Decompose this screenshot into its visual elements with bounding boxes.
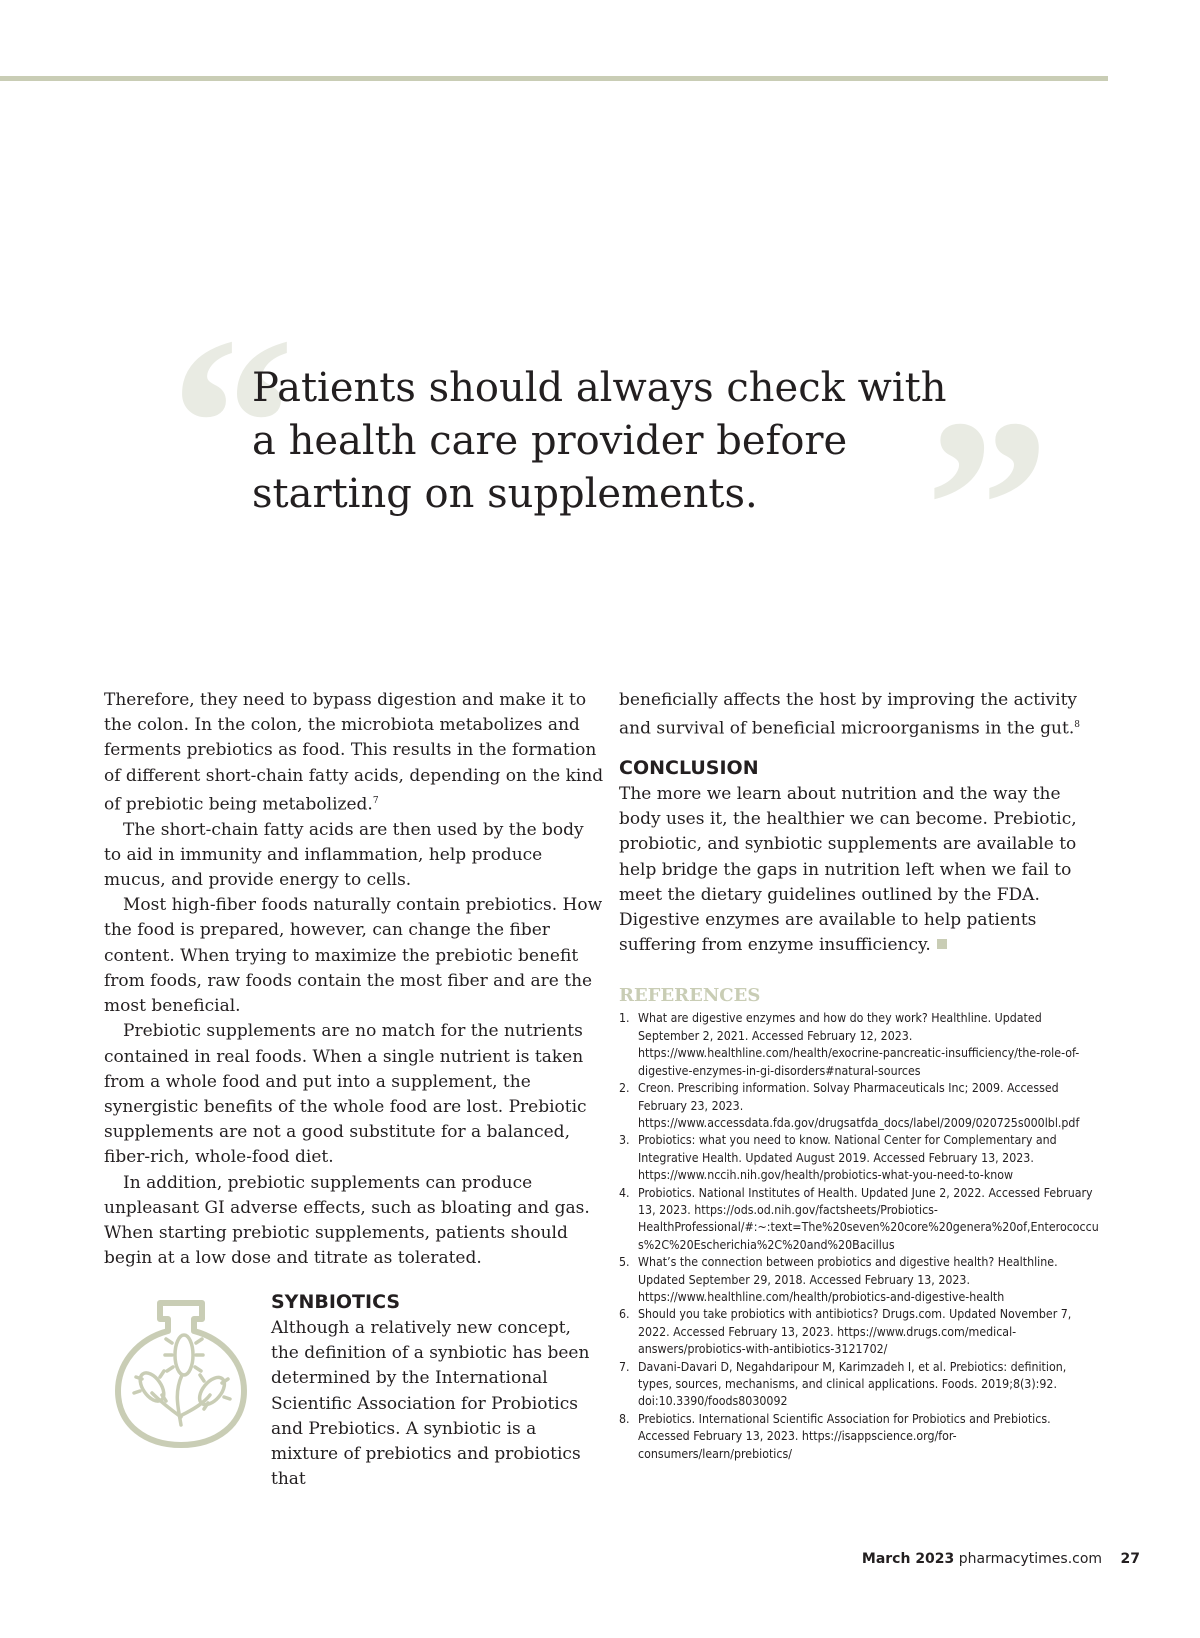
flask-bacteria-icon [112,1297,250,1449]
reference-item: 6. Should you take probiotics with antibiotics? Drugs.com. Updated November 7, 2022. Accessed February 13, 2023. https://www.drugs.com/medical-answers/probiotics-with-antibiotics-3121702/ [619,1307,1072,1357]
right-column [619,688,1099,1463]
reference-item: 1. What are digestive enzymes and how do they work? Healthline. Updated September 2, 2021. Accessed February 12, 2023. https://www.healthline.com/health/exocrine-pancreatic-insufficiency/the-role-of-digestive-enzymes-in-gi-disorders#natural-sources [619,1011,1080,1078]
footer-issue-date: March 2023 [861,1551,955,1567]
references-list [619,1010,1099,1463]
body-paragraph: Prebiotic supplements are no match for the nutrients contained in real foods. When a single nutrient is taken from a whole food and put into a supplement, the synergistic benefits of the whole food are lost. Prebiotic supplements are not a good substitute for a balanced, fiber-rich, whole-food diet. [104,1021,587,1168]
page-footer [862,1551,1140,1567]
reference-item: 2. Creon. Prescribing information. Solvay Pharmaceuticals Inc; 2009. Accessed February 23, 2023. https://www.accessdata.fda.gov/drugsatfda_docs/label/2009/020725s000lbl.pdf [619,1081,1080,1130]
reference-item: 7. Davani-Davari D, Negahdaripour M, Karimzadeh I, et al. Prebiotics: definition, types, sources, mechanisms, and clinical applications. Foods. 2019;8(3):92. doi:10.3390/foods8030092 [619,1359,1067,1409]
reference-item: 5. What’s the connection between probiotics and digestive health? Healthline. Updated September 29, 2018. Accessed February 13, 2023. https://www.healthline.com/health/probiotics-and-digestive-health [619,1255,1058,1304]
reference-item: 4. Probiotics. National Institutes of Health. Updated June 2, 2022. Accessed February 13, 2023. https://ods.od.nih.gov/factsheets/Probiotics-HealthProfessional/#:~:text=The%20seven%20core%20genera%20of,Enterococcus%2C%20Escherichia%2C%20and%20Bacillus [619,1185,1099,1252]
reference-item: 8. Prebiotics. International Scientific Association for Probiotics and Prebiotics. Accessed February 13, 2023. https://isappscience.org/for-consumers/learn/prebiotics/ [619,1411,1051,1461]
open-quote-mark: “ [170,286,295,563]
left-column [104,688,604,1271]
reference-item: 3. Probiotics: what you need to know. National Center for Complementary and Integrative Health. Updated August 2019. Accessed February 13, 2023. https://www.nccih.nih.gov/health/probiotics-what-you-need-to-know [619,1133,1057,1183]
top-rule [0,76,1108,81]
body-paragraph: Most high-fiber foods naturally contain prebiotics. How the food is prepared, however, can change the fiber content. When trying to maximize the prebiotic benefit from foods, raw foods contain the most fiber and are the most beneficial. [104,895,603,1017]
synbiotics-section [271,1290,601,1492]
end-mark-icon [937,939,947,949]
synbiotics-text: Although a relatively new concept, the definition of a synbiotic has been determined by the International Scientific Association for Probiotics and Prebiotics. A synbiotic is a mixture of prebiotics and probiotics that [271,1318,590,1490]
references-heading: REFERENCES [619,985,761,1007]
synbiotics-heading: SYNBIOTICS [271,1291,401,1313]
footer-site: pharmacytimes.com [958,1551,1103,1567]
conclusion-heading: CONCLUSION [619,757,759,780]
body-paragraph: The short-chain fatty acids are then used by the body to aid in immunity and inflammation, help produce mucus, and provide energy to cells. [104,819,584,891]
body-paragraph: Therefore, they need to bypass digestion and make it to the colon. In the colon, the microbiota metabolizes and ferments prebiotics as food. This results in the formation of different short-chain fatty acids, depending on the kind of prebiotic being metabolized.$^7$ [104,690,604,815]
close-quote-mark: ” [925,368,1050,645]
continuation-paragraph: beneficially affects the host by improving the activity and survival of beneficial microorganisms in the gut.$^8$ [619,690,1080,739]
citation-sup: 8 [1074,720,1080,731]
citation-sup: 7 [372,795,379,806]
page-number: 27 [1120,1551,1140,1567]
body-paragraph: In addition, prebiotic supplements can produce unpleasant GI adverse effects, such as bloating and gas. When starting prebiotic supplements, patients should begin at a low dose and titrate as tolerated. [104,1172,590,1269]
pull-quote: Patients should always check with a health care provider before starting on supplements. [252,365,947,517]
conclusion-text: The more we learn about nutrition and the way the body uses it, the healthier we can become. Prebiotic, probiotic, and synbiotic supplements are available to help bridge the gaps in nutrition left when we fail to meet the dietary guidelines outlined by the FDA. Digestive enzymes are available to help patients suffering from enzyme insufficiency. [619,784,1077,956]
